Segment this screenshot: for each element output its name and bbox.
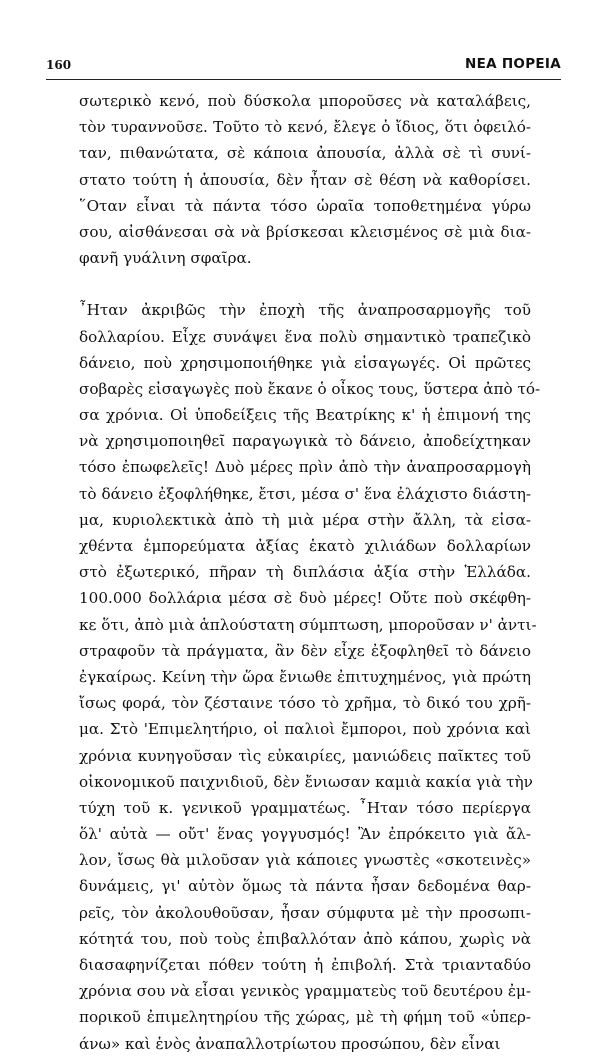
page-number: 160 bbox=[46, 58, 72, 72]
text-line: κότητά του, ποὺ τοὺς ἐπιβαλλόταν ἀπὸ κάπου, χωρὶς νὰ bbox=[79, 929, 531, 948]
text-line: κε ὅτι, ἀπὸ μιὰ ἁπλούστατη σύμπτωση, μποροῦσαν ν' ἀντι- bbox=[79, 615, 537, 634]
text-line: νὰ χρησιμοποιηθεῖ παραγωγικὰ τὸ δάνειο, ἀποδείχτηκαν bbox=[79, 432, 531, 451]
text-line: ῏Ηταν ἀκριβῶς τὴν ἐποχὴ τῆς ἀναπροσαρμογῆς τοῦ bbox=[79, 301, 531, 320]
header-rule bbox=[46, 79, 561, 80]
text-line: δάνειο, ποὺ χρησιμοποιήθηκε γιὰ εἰσαγωγές. Οἱ πρῶτες bbox=[79, 353, 531, 372]
text-line: ρεῖς, τὸν ἀκολουθοῦσαν, ἦσαν σύμφυτα μὲ τὴν προσωπι- bbox=[79, 903, 531, 922]
text-line: δυνάμεις, γι' αὐτὸν ὅμως τὰ πάντα ἦσαν δεδομένα θαρ- bbox=[79, 877, 531, 896]
text-line: χρόνια σου νὰ εἶσαι γενικὸς γραμματεὺς τοῦ δευτέρου ἐμ- bbox=[79, 982, 531, 1001]
text-line: τόσο ἐπωφελεῖς! Δυὸ μέρες πρὶν ἀπὸ τὴν ἀναπροσαρμογὴ bbox=[79, 458, 531, 477]
text-line: μα, κυριολεκτικὰ ἀπὸ τὴ μιὰ μέρα στὴν ἄλλη, τὰ εἰσα- bbox=[79, 510, 531, 529]
text-line: σου, αἰσθάνεσαι σὰ νὰ βρίσκεσαι κλεισμένος σὲ μιὰ δια- bbox=[79, 222, 531, 241]
text-line: ὅλ' αὐτὰ — οὔτ' ἕνας γογγυσμός! Ἂν ἐπρόκειτο γιὰ ἄλ- bbox=[79, 825, 531, 844]
text-line: χθέντα ἐμπορεύματα ἀξίας ἑκατὸ χιλιάδων δολλαρίων bbox=[79, 537, 531, 555]
text-line: οἰκονομικοῦ παιχνιδιοῦ, δὲν ἔνιωσαν καμιὰ κακία γιὰ τὴν bbox=[79, 772, 533, 791]
body-text bbox=[79, 88, 541, 1057]
text-line: ῞Οταν εἶναι τὰ πάντα τόσο ὡραῖα τοποθετημένα γύρω bbox=[79, 196, 531, 215]
text-line: χρόνια κυνηγοῦσαν τὶς εὐκαιρίες, μανιώδεις παῖκτες τοῦ bbox=[79, 746, 531, 765]
text-line: τύχη τοῦ κ. γενικοῦ γραμματέως. ῏Ηταν τόσο περίεργα bbox=[79, 798, 531, 817]
text-line: άνω» καὶ ἑνὸς ἀναπαλλοτρίωτου προσώπου, δὲν εἶναι bbox=[79, 1034, 501, 1053]
text-line: διασαφηνίζεται πόθεν τούτη ἡ ἐπιβολή. Στὰ τριανταδύο bbox=[79, 956, 531, 974]
text-line: σωτερικὸ κενό, ποὺ δύσκολα μποροῦσες νὰ καταλάβεις, bbox=[79, 92, 531, 110]
text-line: 100.000 δολλάρια μέσα σὲ δυὸ μέρες! Οὔτε ποὺ σκέφθη- bbox=[79, 589, 531, 608]
text-line: λον, ἴσως θὰ μιλοῦσαν γιὰ κάποιες γνωστὲς «σκοτεινὲς» bbox=[79, 851, 531, 870]
paragraph bbox=[79, 88, 531, 271]
text-line: στὸ ἐξωτερικό, πῆραν τὴ διπλάσια ἀξία στὴν Ἑλλάδα. bbox=[79, 563, 531, 582]
text-line: ἐγκαίρως. Κείνη τὴν ὥρα ἔνιωθε ἐπιτυχημένος, γιὰ πρώτη bbox=[79, 667, 531, 686]
text-line: φανῆ γυάλινη σφαῖρα. bbox=[79, 249, 252, 268]
text-line: σοβαρὲς εἰσαγωγὲς ποὺ ἔκανε ὁ οἶκος τους, ὕστερα ἀπὸ τό- bbox=[79, 379, 541, 398]
paragraph bbox=[79, 297, 541, 1056]
text-line: τὸν τυραννοῦσε. Τοῦτο τὸ κενό, ἔλεγε ὁ ἴδιος, ὅτι ὀφειλό- bbox=[79, 118, 531, 137]
text-line: πορικοῦ ἐπιμελητηρίου τῆς χώρας, μὲ τὴ φήμη τοῦ «ὑπερ- bbox=[79, 1008, 531, 1027]
text-line: σα χρόνια. Οἱ ὑποδείξεις τῆς Βεατρίκης κ' ἡ ἐπιμονή της bbox=[79, 406, 531, 425]
text-line: μα. Στὸ 'Επιμελητήριο, οἱ παλιοὶ ἔμποροι, ποὺ χρόνια καὶ bbox=[79, 720, 531, 739]
text-line: ἴσως φορά, τὸν ζέσταινε τόσο τὸ χρῆμα, τὸ δικό του χρῆ- bbox=[79, 694, 531, 713]
text-line: τὸ δάνειο ἐξοφλήθηκε, ἔτσι, μέσα σ' ἕνα ἐλάχιστο διάστη- bbox=[79, 484, 531, 503]
paragraph-gap bbox=[79, 271, 531, 297]
text-line: δολλαρίου. Εἶχε συνάψει ἕνα πολὺ σημαντικὸ τραπεζικὸ bbox=[79, 327, 531, 346]
text-line: στραφοῦν τὰ πράγματα, ἂν δὲν εἶχε ἐξοφληθεῖ τὸ δάνειο bbox=[79, 641, 531, 660]
page-header bbox=[46, 56, 561, 76]
text-line: στατο τούτη ἡ ἀπουσία, δὲν ἦταν σὲ θέση νὰ καθορίσει. bbox=[79, 170, 531, 189]
text-line: ταν, πιθανώτατα, σὲ κάποια ἀπουσία, ἀλλὰ σὲ τὶ συνί- bbox=[79, 144, 531, 163]
running-head: ΝΕΑ ΠΟΡΕΙΑ bbox=[464, 56, 561, 72]
